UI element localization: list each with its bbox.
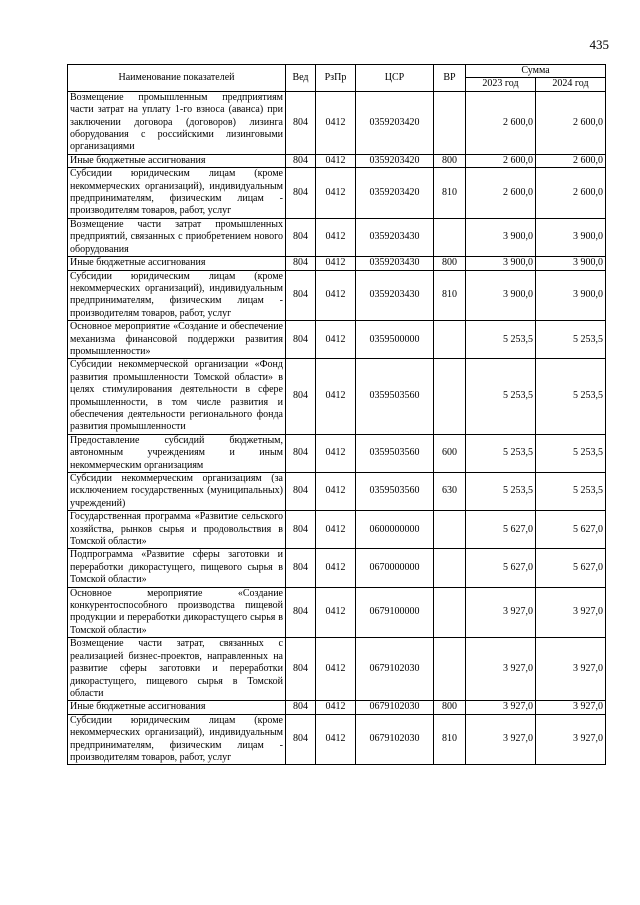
row-rzpr-cell: 0412 [316, 701, 356, 714]
row-sum-2024-cell: 3 927,0 [536, 587, 606, 638]
row-name-cell: Основное мероприятие «Создание и обеспечение механизма финансовой поддержки развития промышленности» [68, 321, 286, 359]
row-csr-cell: 0359203420 [356, 91, 434, 154]
row-sum-2023-cell: 3 927,0 [466, 587, 536, 638]
row-ved-cell: 804 [286, 218, 316, 256]
row-rzpr-cell: 0412 [316, 714, 356, 765]
row-csr-cell: 0359500000 [356, 321, 434, 359]
row-csr-cell: 0670000000 [356, 549, 434, 587]
row-sum-2023-cell: 5 253,5 [466, 359, 536, 434]
row-ved-cell: 804 [286, 714, 316, 765]
table-row [68, 321, 606, 359]
row-rzpr-cell: 0412 [316, 321, 356, 359]
row-csr-cell: 0679102030 [356, 638, 434, 701]
row-csr-cell: 0679102030 [356, 714, 434, 765]
row-vr-cell: 600 [434, 434, 466, 472]
page-number: 435 [589, 37, 609, 52]
row-csr-cell: 0359203430 [356, 270, 434, 321]
row-name-cell: Субсидии некоммерческим организациям (за исключением государственных (муниципальных) учреждений) [68, 473, 286, 511]
row-name-cell: Государственная программа «Развитие сельского хозяйства, рынков сырья и продовольствия в Томской области» [68, 511, 286, 549]
row-rzpr-cell: 0412 [316, 218, 356, 256]
row-rzpr-cell: 0412 [316, 154, 356, 167]
row-sum-2024-cell: 5 627,0 [536, 511, 606, 549]
row-csr-cell: 0359203430 [356, 218, 434, 256]
row-sum-2023-cell: 2 600,0 [466, 91, 536, 154]
table-row [68, 257, 606, 270]
row-name-cell: Возмещение промышленным предприятиям части затрат на уплату 1-го взноса (аванса) при заключении договора (договоров) лизинга оборудования с российскими лизинговыми организациями [68, 91, 286, 154]
row-name-cell: Субсидии юридическим лицам (кроме некоммерческих организаций), индивидуальным предпринимателям, физическим лицам - производителям товаров, работ, услуг [68, 270, 286, 321]
row-vr-cell [434, 638, 466, 701]
row-csr-cell: 0359503560 [356, 434, 434, 472]
row-sum-2023-cell: 3 927,0 [466, 701, 536, 714]
row-ved-cell: 804 [286, 257, 316, 270]
row-ved-cell: 804 [286, 91, 316, 154]
row-csr-cell: 0679100000 [356, 587, 434, 638]
row-rzpr-cell: 0412 [316, 638, 356, 701]
row-vr-cell [434, 587, 466, 638]
row-ved-cell: 804 [286, 511, 316, 549]
row-sum-2024-cell: 3 900,0 [536, 257, 606, 270]
table-header [68, 65, 606, 92]
row-ved-cell: 804 [286, 168, 316, 219]
table-row [68, 168, 606, 219]
row-name-cell: Подпрограмма «Развитие сферы заготовки и переработки дикорастущего, пищевого сырья в Томской области» [68, 549, 286, 587]
row-csr-cell: 0359203420 [356, 154, 434, 167]
row-rzpr-cell: 0412 [316, 549, 356, 587]
row-ved-cell: 804 [286, 154, 316, 167]
row-name-cell: Иные бюджетные ассигнования [68, 154, 286, 167]
header-year-2023: 2023 год [466, 78, 536, 91]
row-ved-cell: 804 [286, 434, 316, 472]
row-vr-cell [434, 359, 466, 434]
table-row [68, 549, 606, 587]
row-ved-cell: 804 [286, 701, 316, 714]
row-rzpr-cell: 0412 [316, 91, 356, 154]
row-sum-2023-cell: 3 900,0 [466, 257, 536, 270]
row-sum-2023-cell: 2 600,0 [466, 154, 536, 167]
row-ved-cell: 804 [286, 473, 316, 511]
row-vr-cell [434, 321, 466, 359]
table-row [68, 473, 606, 511]
row-sum-2023-cell: 3 927,0 [466, 714, 536, 765]
row-sum-2023-cell: 5 627,0 [466, 549, 536, 587]
table-row [68, 638, 606, 701]
row-name-cell: Предоставление субсидий бюджетным, автономным учреждениям и иным некоммерческим организациям [68, 434, 286, 472]
row-sum-2024-cell: 5 253,5 [536, 321, 606, 359]
table-row [68, 511, 606, 549]
row-sum-2023-cell: 5 253,5 [466, 434, 536, 472]
header-rzpr: РзПр [316, 65, 356, 92]
row-rzpr-cell: 0412 [316, 473, 356, 511]
row-sum-2023-cell: 3 900,0 [466, 218, 536, 256]
header-vr: ВР [434, 65, 466, 92]
row-sum-2024-cell: 3 900,0 [536, 218, 606, 256]
row-vr-cell: 810 [434, 714, 466, 765]
row-rzpr-cell: 0412 [316, 359, 356, 434]
row-name-cell: Основное мероприятие «Создание конкурентоспособного производства пищевой продукции и переработки дикорастущего сырья в Томской области» [68, 587, 286, 638]
row-sum-2024-cell: 5 253,5 [536, 434, 606, 472]
row-ved-cell: 804 [286, 587, 316, 638]
table-row [68, 701, 606, 714]
row-sum-2024-cell: 3 927,0 [536, 714, 606, 765]
row-vr-cell [434, 549, 466, 587]
row-csr-cell: 0359203430 [356, 257, 434, 270]
budget-table [67, 64, 606, 765]
row-name-cell: Иные бюджетные ассигнования [68, 701, 286, 714]
row-sum-2024-cell: 5 627,0 [536, 549, 606, 587]
row-name-cell: Субсидии юридическим лицам (кроме некоммерческих организаций), индивидуальным предпринимателям, физическим лицам - производителям товаров, работ, услуг [68, 714, 286, 765]
header-sum: Сумма [466, 65, 606, 78]
row-sum-2024-cell: 2 600,0 [536, 168, 606, 219]
row-ved-cell: 804 [286, 359, 316, 434]
row-csr-cell: 0359203420 [356, 168, 434, 219]
row-csr-cell: 0359503560 [356, 359, 434, 434]
row-name-cell: Субсидии юридическим лицам (кроме некоммерческих организаций), индивидуальным предпринимателям, физическим лицам - производителям товаров, работ, услуг [68, 168, 286, 219]
row-vr-cell: 630 [434, 473, 466, 511]
row-vr-cell [434, 218, 466, 256]
row-name-cell: Возмещение части затрат, связанных с реализацией бизнес-проектов, направленных на развитие сферы заготовки и переработки дикорастущего, пищевого сырья в Томской области [68, 638, 286, 701]
table-row [68, 359, 606, 434]
row-ved-cell: 804 [286, 638, 316, 701]
row-rzpr-cell: 0412 [316, 587, 356, 638]
row-vr-cell: 800 [434, 154, 466, 167]
table-row [68, 587, 606, 638]
row-vr-cell [434, 91, 466, 154]
row-sum-2024-cell: 5 253,5 [536, 473, 606, 511]
row-sum-2023-cell: 2 600,0 [466, 168, 536, 219]
row-vr-cell: 810 [434, 270, 466, 321]
row-ved-cell: 804 [286, 270, 316, 321]
table-row [68, 270, 606, 321]
row-rzpr-cell: 0412 [316, 257, 356, 270]
row-rzpr-cell: 0412 [316, 434, 356, 472]
row-vr-cell: 800 [434, 257, 466, 270]
table-row [68, 434, 606, 472]
header-name: Наименование показателей [68, 65, 286, 92]
row-sum-2023-cell: 5 253,5 [466, 321, 536, 359]
header-csr: ЦСР [356, 65, 434, 92]
row-sum-2024-cell: 2 600,0 [536, 91, 606, 154]
row-name-cell: Иные бюджетные ассигнования [68, 257, 286, 270]
row-csr-cell: 0359503560 [356, 473, 434, 511]
row-name-cell: Возмещение части затрат промышленных предприятий, связанных с приобретением нового оборудования [68, 218, 286, 256]
row-sum-2023-cell: 3 900,0 [466, 270, 536, 321]
row-vr-cell [434, 511, 466, 549]
row-ved-cell: 804 [286, 321, 316, 359]
row-sum-2024-cell: 3 900,0 [536, 270, 606, 321]
table-row [68, 154, 606, 167]
row-rzpr-cell: 0412 [316, 168, 356, 219]
table-row [68, 714, 606, 765]
row-sum-2024-cell: 5 253,5 [536, 359, 606, 434]
row-ved-cell: 804 [286, 549, 316, 587]
row-csr-cell: 0600000000 [356, 511, 434, 549]
header-year-2024: 2024 год [536, 78, 606, 91]
row-vr-cell: 810 [434, 168, 466, 219]
row-sum-2024-cell: 3 927,0 [536, 638, 606, 701]
header-ved: Вед [286, 65, 316, 92]
table-row [68, 218, 606, 256]
table-row [68, 91, 606, 154]
row-rzpr-cell: 0412 [316, 511, 356, 549]
row-sum-2024-cell: 2 600,0 [536, 154, 606, 167]
row-sum-2023-cell: 5 627,0 [466, 511, 536, 549]
row-vr-cell: 800 [434, 701, 466, 714]
row-sum-2024-cell: 3 927,0 [536, 701, 606, 714]
row-name-cell: Субсидии некоммерческой организации «Фонд развития промышленности Томской области» в целях стимулирования деятельности в сфере промышленности, в том числе развития и обеспечения деятельности регионального фонда развития промышленности [68, 359, 286, 434]
table-body [68, 91, 606, 765]
row-sum-2023-cell: 3 927,0 [466, 638, 536, 701]
row-csr-cell: 0679102030 [356, 701, 434, 714]
row-rzpr-cell: 0412 [316, 270, 356, 321]
row-sum-2023-cell: 5 253,5 [466, 473, 536, 511]
